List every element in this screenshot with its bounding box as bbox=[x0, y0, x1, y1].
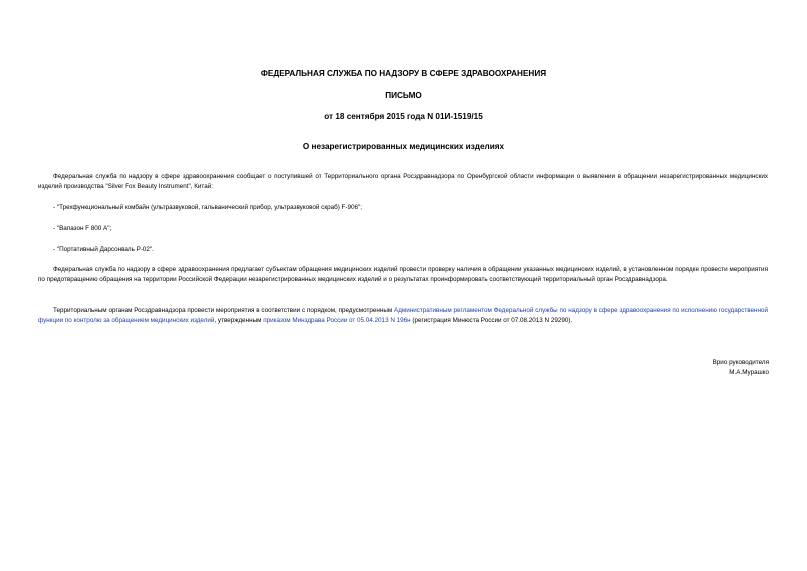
paragraph-instruction bbox=[38, 306, 768, 325]
signature-name: М.А.Мурашко bbox=[729, 369, 769, 376]
paragraph-proposal: Федеральная служба по надзору в сфере здравоохранения предлагает субъектам обращения медицинских изделий провести проверку наличия в обращении указанных медицинских изделий, в установленном порядке провести мероприятия по предотвращению обращения на территории Российской Федерации незарегистрированных медицинских изделий и о результатах проинформировать соответствующий территориальный орган Росздравнадзора. bbox=[38, 266, 768, 283]
agency-heading: ФЕДЕРАЛЬНАЯ СЛУЖБА ПО НАДЗОРУ В СФЕРЕ ЗДРАВООХРАНЕНИЯ bbox=[260, 69, 547, 78]
instruction-text-end: (регистрация Минюста России от 07.08.2013 N 29290). bbox=[410, 316, 573, 324]
order-link[interactable]: приказом Минздрава России от 05.04.2013 N 196н bbox=[263, 316, 411, 324]
regulation-link[interactable]: Административным регламентом Федеральной службы по надзору в сфере здравоохранения по исполнению государственной функции по контролю за обращением медицинских изделий bbox=[38, 307, 769, 324]
signature-position: Врио руководителя bbox=[712, 359, 769, 366]
list-item: - "Трехфункциональный комбайн (ультразвуковой, гальванический прибор, ультразвуковой скраб) F-906"; bbox=[53, 204, 362, 211]
date-number-heading: от 18 сентября 2015 года N 01И-1519/15 bbox=[324, 112, 483, 121]
instruction-text-start: Территориальным органам Росздравнадзора провести мероприятия в соответствии с порядком, предусмотренным bbox=[53, 307, 395, 314]
paragraph-intro: Федеральная служба по надзору в сфере здравоохранения сообщает о поступившей от Территориального органа Росздравнадзора по Оренбургской области информации о выявлении в обращении незарегистрированных медицинских изделий производства "Silver Fox Beauty Instrument", Китай: bbox=[38, 173, 768, 190]
doc-type-heading: ПИСЬМО bbox=[385, 91, 422, 100]
instruction-text-middle: , утвержденным bbox=[214, 316, 264, 324]
subject-heading: О незарегистрированных медицинских изделиях bbox=[302, 142, 505, 151]
list-item: - "Вапазон F 800 А"; bbox=[53, 225, 112, 232]
list-item: - "Портативный Дарсонваль Р-02". bbox=[53, 246, 154, 253]
